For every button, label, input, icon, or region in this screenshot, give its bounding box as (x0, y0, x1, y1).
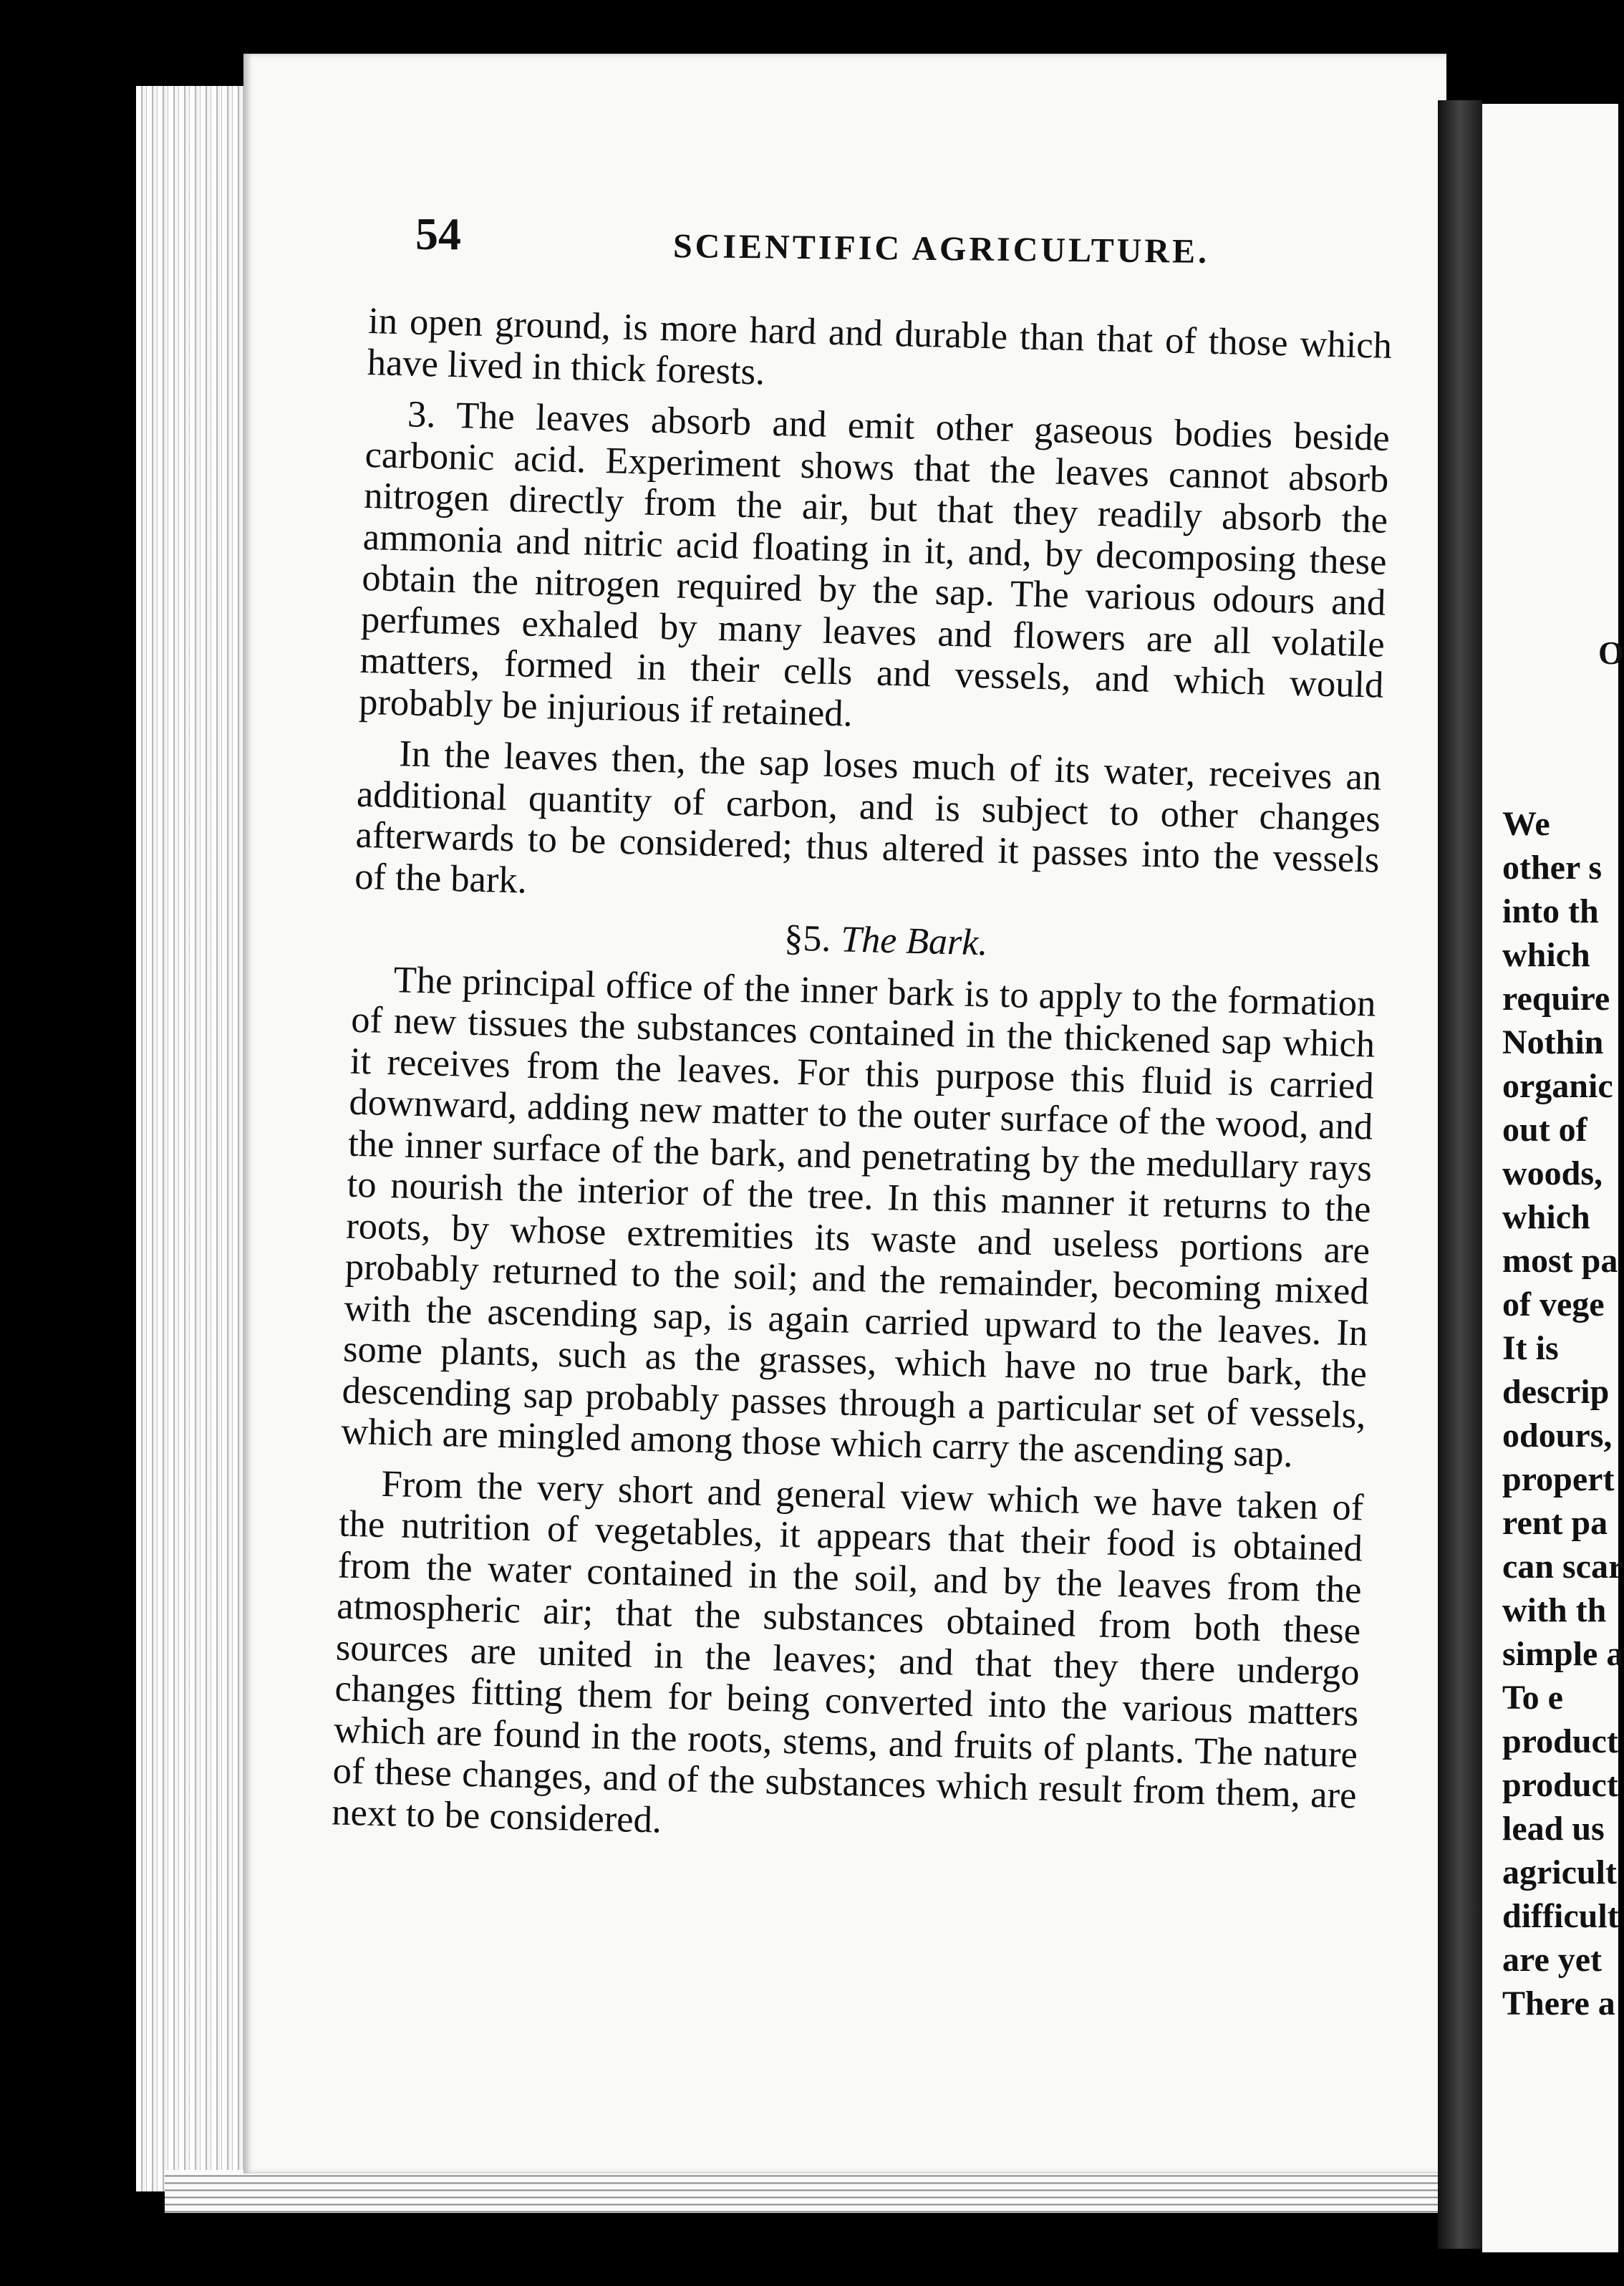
body-text (331, 301, 1392, 1868)
facing-page-line: odours, (1502, 1417, 1613, 1455)
section-number: §5. (783, 917, 832, 960)
paragraph: From the very short and general view which we have taken of the nutrition of vegetables, it appears that their food is obtained from the water contained in the soil, and by the leaves from the atmospheric air; that the substances obtained from both these sources are united in the leaves; and that they there undergo changes fitting them for being converted into the various matters which are found in the roots, stems, and fruits of plants. The nature of these changes, and of the substances which result from them, are next to be considered. (331, 1462, 1364, 1841)
facing-page-line: woods, (1502, 1154, 1603, 1192)
facing-page-line: with th (1502, 1591, 1607, 1629)
page-number: 54 (415, 208, 461, 259)
facing-page-line: descrip (1502, 1373, 1610, 1411)
facing-page-line: are yet (1502, 1941, 1603, 1979)
page-header (415, 208, 1389, 271)
facing-page-line: simple a (1502, 1635, 1624, 1673)
facing-page-line: into th (1502, 892, 1599, 930)
book-gutter (1438, 100, 1482, 2249)
facing-page-line: product (1502, 1766, 1618, 1804)
book-page-edges (136, 86, 258, 2191)
facing-page-line: There a (1502, 1984, 1615, 2022)
facing-page-line: which (1502, 936, 1590, 974)
facing-page-line: rent pa (1502, 1504, 1608, 1542)
facing-page-line: lead us (1502, 1810, 1605, 1848)
facing-page-line: It is (1502, 1329, 1559, 1367)
book-bottom-edges (165, 2170, 1439, 2213)
facing-page-line: propert (1502, 1460, 1615, 1498)
facing-page-line: can scar (1502, 1548, 1624, 1586)
facing-page-line: organic (1502, 1067, 1613, 1105)
facing-page-line: product (1502, 1722, 1618, 1760)
facing-page-text (1502, 802, 1624, 2025)
paragraph: The principal office of the inner bark is to apply to the formation of new tissues the substances contained in the thickened sap which it receives from the leaves. For this purpose this fluid is carried downward, adding new matter to the outer surface of the wood, and the inner surface of the bark, and penetrating by the medullary rays to nourish the interior of the tree. In this manner it returns to the roots, by whose extremities its waste and useless portions are probably returned to the soil; and the remainder, becoming mixed with the ascending sap, is again carried upward to the leaves. In some plants, such as the grasses, which have no true bark, the descending sap probably passes through a particular set of vessels, which are mingled among those which carry the ascending sap. (340, 958, 1377, 1476)
section-title: The Bark. (840, 919, 989, 964)
facing-page-line: To e (1502, 1679, 1563, 1717)
facing-page-line: We (1502, 805, 1550, 843)
facing-page-line: which (1502, 1198, 1590, 1236)
facing-page-line: Nothin (1502, 1023, 1604, 1061)
facing-page-line: most pa (1502, 1242, 1618, 1280)
facing-page-line: other s (1502, 849, 1603, 887)
facing-page-line: of vege (1502, 1286, 1605, 1323)
paragraph: in open ground, is more hard and durable than that of those which have lived in thick forests. (367, 300, 1393, 393)
facing-page-line: require (1502, 980, 1610, 1018)
paragraph: In the leaves then, the sap loses much of its water, receives an additional quantity of carbon, and is subject to other changes afterwards to be considered; thus altered it passes into the vessels of the bark. (354, 733, 1382, 902)
facing-page-line: agricult (1502, 1853, 1617, 1891)
running-head: SCIENTIFIC AGRICULTURE. (672, 227, 1210, 271)
facing-page-line: out of (1502, 1111, 1587, 1149)
facing-page-top-letter: O (1598, 635, 1624, 671)
paragraph: 3. The leaves absorb and emit other gaseous bodies beside carbonic acid. Experiment shows that the leaves cannot absorb nitrogen directly from the air, but that they readily absorb the ammonia and nitric acid floating in it, and, by decomposing these obtain the nitrogen required by the sap. The various odours and perfumes exhaled by many leaves and flowers are all volatile matters, formed in their cells and vessels, and which would probably be injurious if retained. (358, 393, 1391, 735)
facing-page-line: difficult (1502, 1897, 1619, 1935)
